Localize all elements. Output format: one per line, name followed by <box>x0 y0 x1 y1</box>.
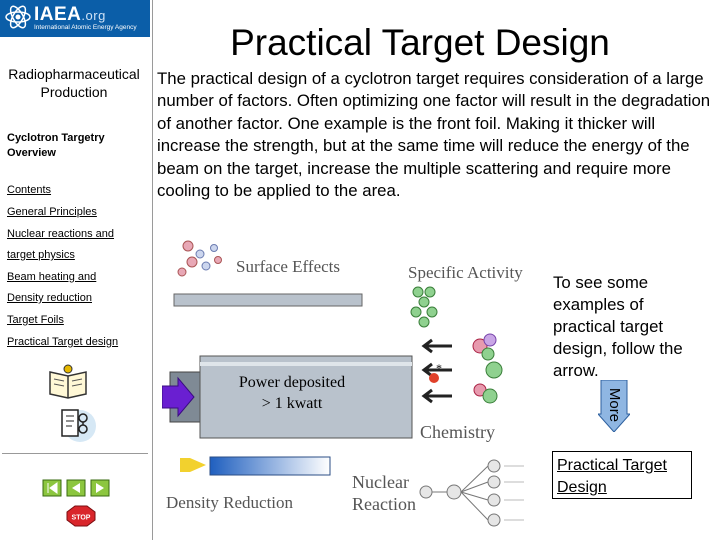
contents-link[interactable]: Contents <box>7 184 52 196</box>
density-gradient-bar <box>210 457 330 475</box>
logo-agency: International Atomic Energy Agency <box>34 24 137 31</box>
nav-general-principles[interactable]: General Principles <box>7 206 97 218</box>
reaction-label: Reaction <box>352 494 416 514</box>
side-instruction-text: To see some examples of practical target design, follow the arrow. <box>553 273 683 380</box>
stop-button[interactable] <box>66 505 96 527</box>
chemistry-label: Chemistry <box>420 422 495 442</box>
atom-logo-icon <box>4 3 32 31</box>
density-arrow-icon <box>190 458 206 472</box>
specific-activity-label: Specific Activity <box>408 263 523 282</box>
next-slide-button[interactable] <box>91 480 109 496</box>
sidebar <box>0 0 153 540</box>
first-slide-button[interactable] <box>43 480 61 496</box>
book-icon[interactable] <box>46 364 90 400</box>
chemistry-molecules <box>429 334 502 403</box>
more-label-wrap <box>602 382 626 428</box>
logo-text: IAEA.org <box>34 4 106 25</box>
page-title: Practical Target Design <box>230 22 610 63</box>
section-title: Cyclotron Targetry Overview <box>7 132 105 159</box>
sidebar-divider <box>2 453 148 454</box>
nav-nuclear-reactions[interactable]: Nuclear reactions and <box>7 228 115 240</box>
flowchart-icon[interactable] <box>56 402 96 444</box>
density-arrow-tail <box>180 458 190 472</box>
nav-target-foils[interactable]: Target Foils <box>7 314 64 326</box>
slide-nav-buttons <box>42 479 110 497</box>
course-subtitle: Radiopharmaceutical Production <box>8 66 140 100</box>
more-button[interactable] <box>598 380 630 432</box>
nav-target-physics[interactable]: target physics <box>7 249 75 261</box>
density-reduction-label: Density Reduction <box>166 493 294 512</box>
practical-target-design-link[interactable]: Practical Target Design <box>552 451 692 499</box>
previous-slide-button[interactable] <box>67 480 85 496</box>
nav-beam-heating[interactable]: Beam heating and <box>7 271 97 283</box>
more-label: More <box>606 387 623 423</box>
power-value-label: > 1 kwatt <box>261 395 323 412</box>
svg-text:*: * <box>436 361 442 375</box>
power-deposited-label: Power deposited <box>238 374 346 391</box>
specific-activity-molecules <box>411 287 437 327</box>
target-design-figure <box>162 234 552 530</box>
stop-label: STOP <box>71 514 91 522</box>
surface-effects-label: Surface Effects <box>236 257 340 276</box>
surface-effects-molecules <box>178 241 222 276</box>
iaea-logo <box>0 0 150 37</box>
nuclear-label: Nuclear <box>352 472 409 492</box>
nav-density-reduction[interactable]: Density reduction <box>7 292 92 304</box>
nuclear-reaction-diagram <box>420 460 524 526</box>
foil-plate <box>174 294 362 306</box>
body-paragraph: The practical design of a cyclotron target requires consideration of a large number of factors. Often optimizing one factor will result in the degradation of another factor. One example is the front foil. Making it thicker will increase the strength, but at the same time will reduce the energy of the beam on the target, increase the multiple scattering and require more cooling to be applied to the area. <box>157 69 711 201</box>
nav-practical-target-design[interactable]: Practical Target design <box>7 336 119 348</box>
